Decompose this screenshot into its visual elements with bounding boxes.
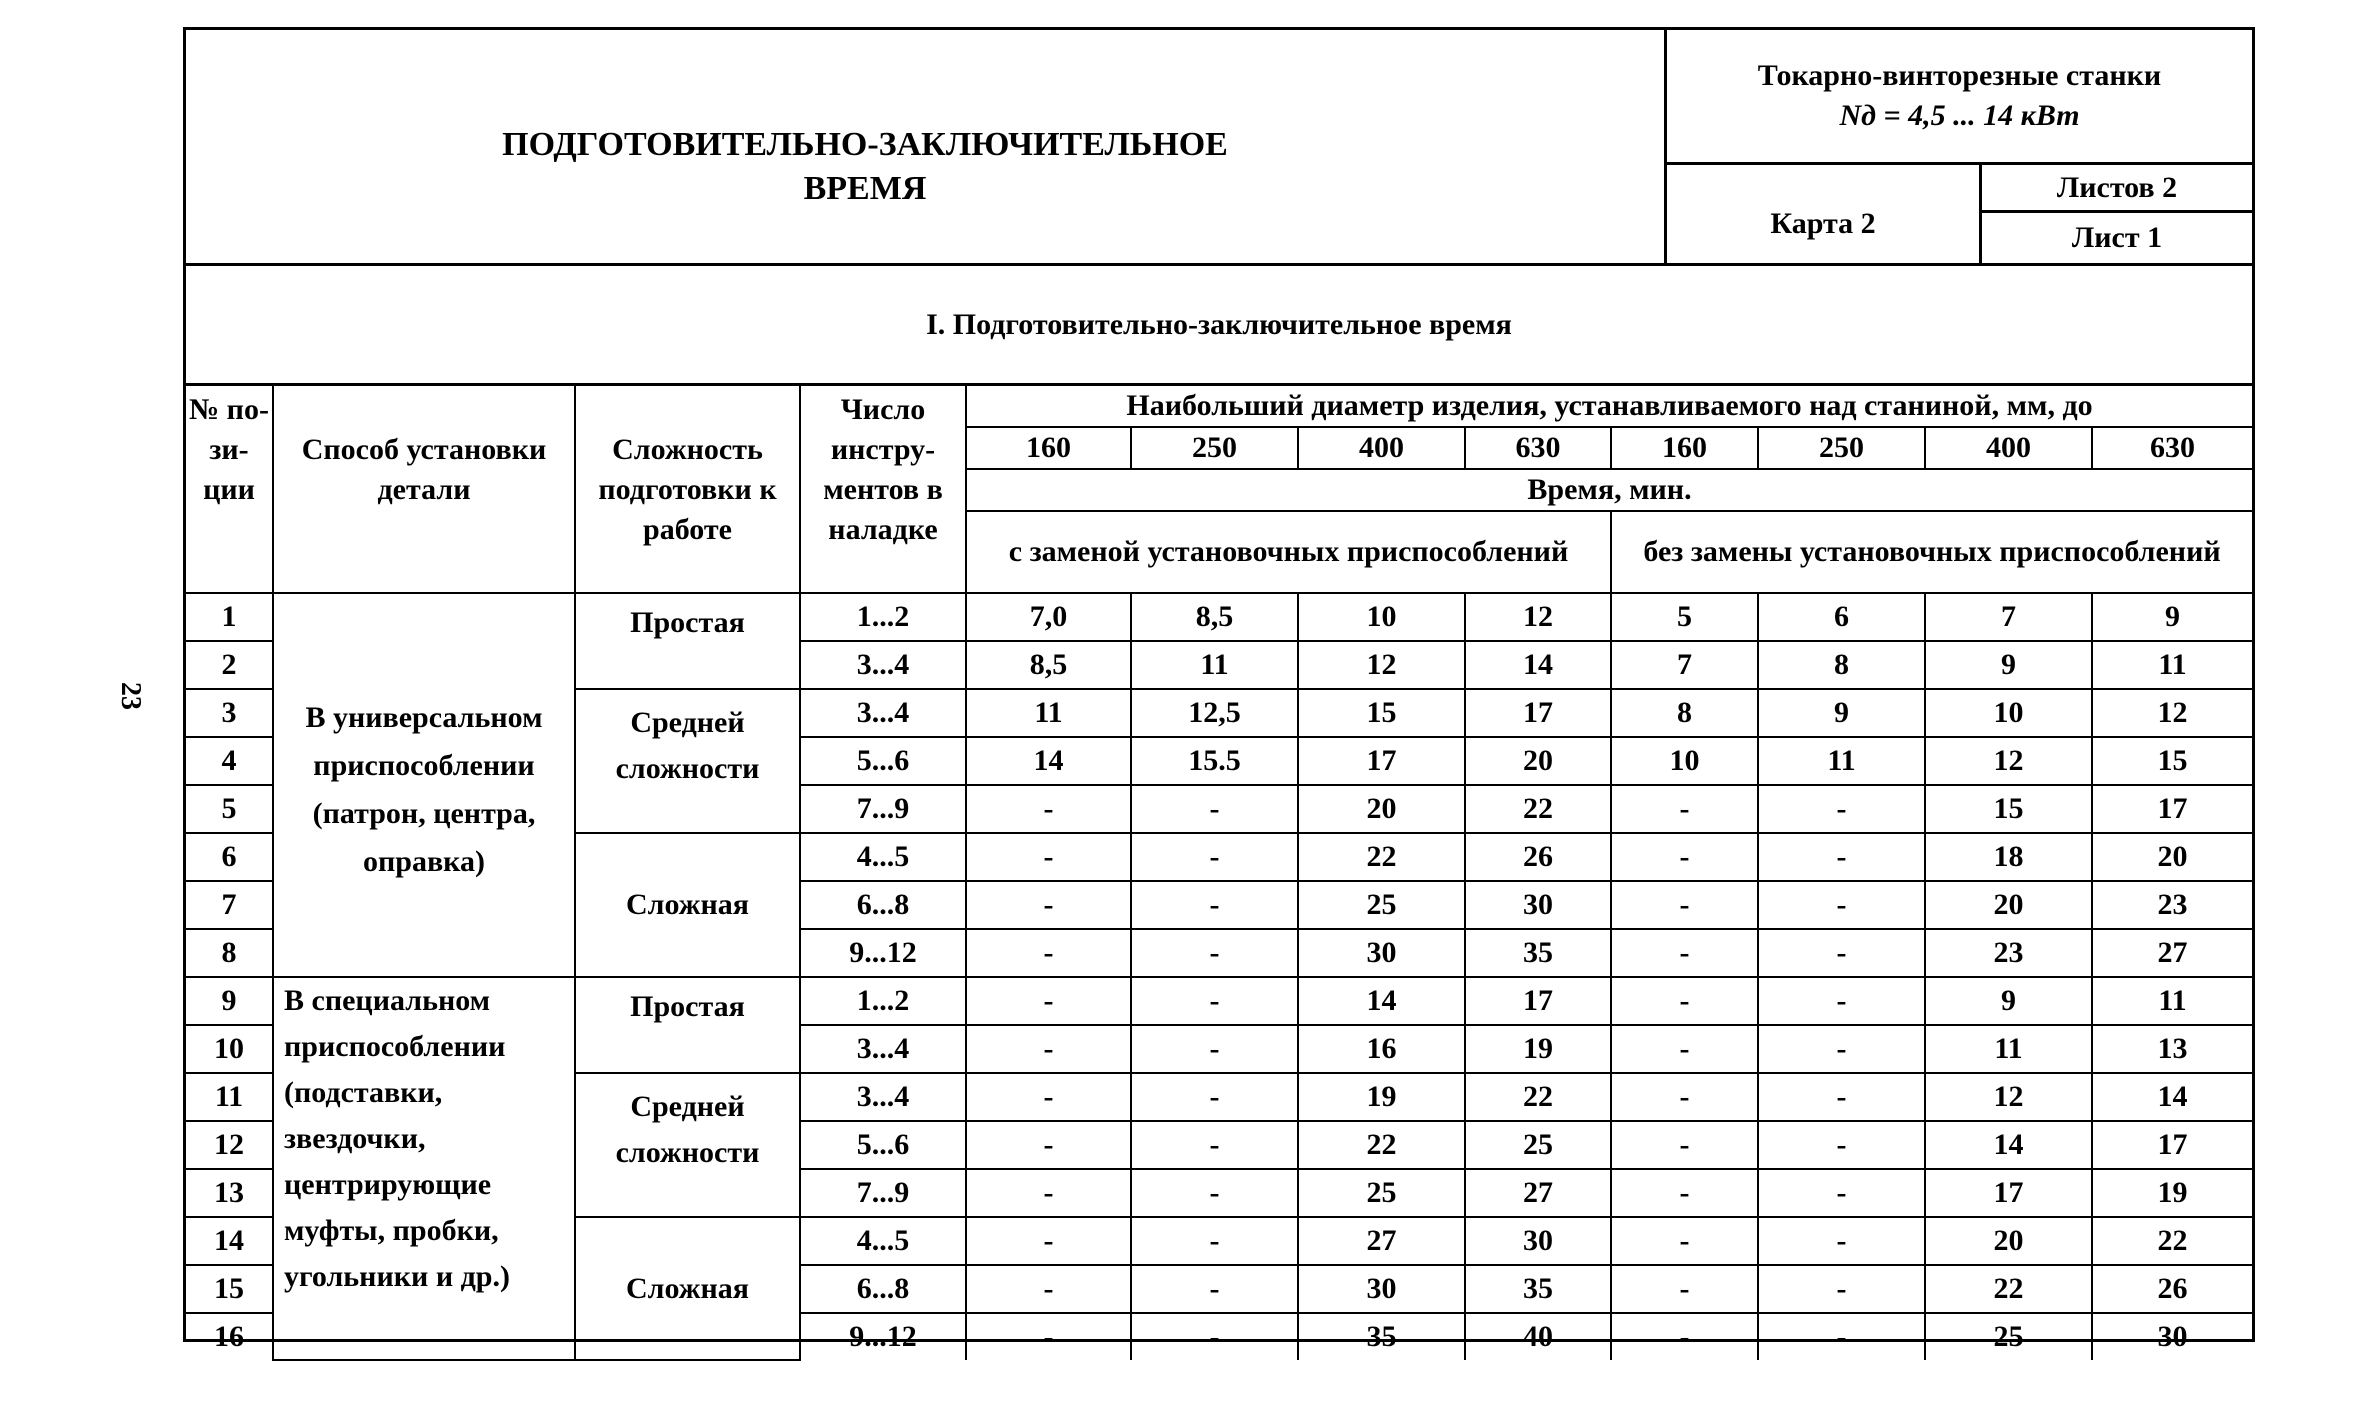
time-value: - bbox=[1131, 1025, 1298, 1073]
time-value: 19 bbox=[1465, 1025, 1611, 1073]
time-value: 22 bbox=[1298, 833, 1465, 881]
page-number: 23 bbox=[115, 682, 146, 710]
time-value: 15 bbox=[1298, 689, 1465, 737]
time-value: - bbox=[1758, 1073, 1925, 1121]
position-number: 2 bbox=[186, 641, 273, 689]
col-header-tools: Число инстру-ментов в наладке bbox=[800, 386, 966, 593]
position-number: 4 bbox=[186, 737, 273, 785]
group-without-replacement: без замены установочных приспособлений bbox=[1611, 511, 2252, 593]
position-number: 3 bbox=[186, 689, 273, 737]
col-header-method: Способ установки детали bbox=[273, 386, 575, 593]
position-number: 13 bbox=[186, 1169, 273, 1217]
time-value: - bbox=[966, 785, 1131, 833]
time-value: - bbox=[1758, 1313, 1925, 1360]
time-value: 11 bbox=[1925, 1025, 2092, 1073]
time-value: - bbox=[1131, 977, 1298, 1025]
time-value: 25 bbox=[1298, 1169, 1465, 1217]
time-value: 23 bbox=[1925, 929, 2092, 977]
time-value: 12,5 bbox=[1131, 689, 1298, 737]
time-value: - bbox=[1131, 833, 1298, 881]
complexity-cell-simple: Простая bbox=[575, 593, 800, 689]
time-value: - bbox=[1611, 881, 1758, 929]
diameter-header-cell: 250 bbox=[1758, 427, 1925, 469]
position-number: 10 bbox=[186, 1025, 273, 1073]
time-value: - bbox=[1611, 1265, 1758, 1313]
col-header-position: № по-зи-ции bbox=[186, 386, 273, 593]
time-value: 12 bbox=[1298, 641, 1465, 689]
time-value: 17 bbox=[1465, 977, 1611, 1025]
time-value: 11 bbox=[2092, 641, 2252, 689]
tools-count: 7...9 bbox=[800, 1169, 966, 1217]
diameter-header-cell: 630 bbox=[1465, 427, 1611, 469]
time-value: - bbox=[1131, 1313, 1298, 1360]
time-value: - bbox=[1611, 1313, 1758, 1360]
tools-count: 1...2 bbox=[800, 593, 966, 641]
method-cell-special: В специальном приспособлении (подставки, звездочки, центрирующие муфты, пробки, угольники и др.) bbox=[273, 977, 575, 1360]
time-value: 22 bbox=[2092, 1217, 2252, 1265]
tools-count: 6...8 bbox=[800, 881, 966, 929]
complexity-cell-complex: Сложная bbox=[575, 1217, 800, 1360]
card-title-line1: ПОДГОТОВИТЕЛЬНО-ЗАКЛЮЧИТЕЛЬНОЕ bbox=[502, 125, 1228, 163]
time-value: 9 bbox=[1925, 977, 2092, 1025]
time-value: 22 bbox=[1465, 1073, 1611, 1121]
time-value: 22 bbox=[1298, 1121, 1465, 1169]
time-value: - bbox=[1131, 1217, 1298, 1265]
position-number: 11 bbox=[186, 1073, 273, 1121]
time-value: 25 bbox=[1298, 881, 1465, 929]
tools-count: 6...8 bbox=[800, 1265, 966, 1313]
time-value: 35 bbox=[1465, 929, 1611, 977]
card-header bbox=[186, 30, 2252, 266]
time-value: 27 bbox=[2092, 929, 2252, 977]
time-value: 13 bbox=[2092, 1025, 2252, 1073]
time-value: 22 bbox=[1465, 785, 1611, 833]
time-value: 19 bbox=[1298, 1073, 1465, 1121]
tools-count: 5...6 bbox=[800, 1121, 966, 1169]
time-value: 20 bbox=[1925, 1217, 2092, 1265]
time-value: 25 bbox=[1465, 1121, 1611, 1169]
time-value: 8 bbox=[1611, 689, 1758, 737]
time-value: 22 bbox=[1925, 1265, 2092, 1313]
machine-type bbox=[1667, 30, 2252, 165]
time-value: 15 bbox=[2092, 737, 2252, 785]
tools-count: 3...4 bbox=[800, 689, 966, 737]
time-value: 14 bbox=[1465, 641, 1611, 689]
time-value: - bbox=[1611, 1217, 1758, 1265]
time-value: 25 bbox=[1925, 1313, 2092, 1360]
time-value: 19 bbox=[2092, 1169, 2252, 1217]
time-value: 12 bbox=[2092, 689, 2252, 737]
tools-count: 3...4 bbox=[800, 1073, 966, 1121]
time-value: 8,5 bbox=[1131, 593, 1298, 641]
col-header-diameter: Наибольший диаметр изделия, устанавливаемого над станиной, мм, до bbox=[966, 386, 2252, 427]
position-number: 9 bbox=[186, 977, 273, 1025]
time-value: - bbox=[1131, 1121, 1298, 1169]
tools-count: 3...4 bbox=[800, 1025, 966, 1073]
time-value: - bbox=[966, 929, 1131, 977]
card-title-line2: ВРЕМЯ bbox=[803, 169, 927, 207]
time-value: - bbox=[966, 833, 1131, 881]
tools-count: 9...12 bbox=[800, 1313, 966, 1360]
time-value: 16 bbox=[1298, 1025, 1465, 1073]
section-title: I. Подготовительно-заключительное время bbox=[186, 266, 2252, 386]
time-value: 17 bbox=[1465, 689, 1611, 737]
time-value: 17 bbox=[2092, 1121, 2252, 1169]
time-value: 5 bbox=[1611, 593, 1758, 641]
time-value: - bbox=[1131, 1073, 1298, 1121]
time-value: - bbox=[1611, 785, 1758, 833]
time-value: 14 bbox=[966, 737, 1131, 785]
time-value: - bbox=[1758, 1265, 1925, 1313]
time-value: - bbox=[966, 1073, 1131, 1121]
card-title bbox=[186, 30, 1667, 263]
time-value: 35 bbox=[1465, 1265, 1611, 1313]
time-value: 20 bbox=[1925, 881, 2092, 929]
time-value: - bbox=[1611, 977, 1758, 1025]
time-value: - bbox=[966, 977, 1131, 1025]
time-value: 14 bbox=[1925, 1121, 2092, 1169]
complexity-cell-simple: Простая bbox=[575, 977, 800, 1073]
time-value: - bbox=[1758, 929, 1925, 977]
col-header-time: Время, мин. bbox=[966, 469, 2252, 511]
time-value: 9 bbox=[1758, 689, 1925, 737]
time-value: 7,0 bbox=[966, 593, 1131, 641]
time-value: 30 bbox=[1465, 1217, 1611, 1265]
tools-count: 9...12 bbox=[800, 929, 966, 977]
time-value: 40 bbox=[1465, 1313, 1611, 1360]
time-value: 20 bbox=[1465, 737, 1611, 785]
time-value: 17 bbox=[1925, 1169, 2092, 1217]
machine-power: Nд = 4,5 ... 14 кВт bbox=[1839, 99, 2080, 132]
time-value: - bbox=[1758, 1025, 1925, 1073]
sheets-total: Листов 2 bbox=[1982, 165, 2252, 213]
diameter-header-cell: 160 bbox=[966, 427, 1131, 469]
diameter-header-cell: 630 bbox=[2092, 427, 2252, 469]
time-value: 11 bbox=[1758, 737, 1925, 785]
time-value: 9 bbox=[2092, 593, 2252, 641]
time-value: - bbox=[1611, 1025, 1758, 1073]
time-value: - bbox=[1611, 1169, 1758, 1217]
complexity-cell-medium: Средней сложности bbox=[575, 689, 800, 833]
time-value: 11 bbox=[2092, 977, 2252, 1025]
time-value: 15 bbox=[1925, 785, 2092, 833]
time-value: 20 bbox=[1298, 785, 1465, 833]
position-number: 16 bbox=[186, 1313, 273, 1360]
method-cell-universal: В универсальном приспособлении (патрон, центра, оправка) bbox=[273, 593, 575, 977]
group-with-replacement: с заменой установочных приспособлений bbox=[966, 511, 1611, 593]
time-value: 17 bbox=[2092, 785, 2252, 833]
time-value: 10 bbox=[1298, 593, 1465, 641]
time-value: 26 bbox=[1465, 833, 1611, 881]
time-value: 8,5 bbox=[966, 641, 1131, 689]
time-value: - bbox=[1131, 1169, 1298, 1217]
time-value: - bbox=[1131, 881, 1298, 929]
position-number: 15 bbox=[186, 1265, 273, 1313]
time-value: 26 bbox=[2092, 1265, 2252, 1313]
time-value: 17 bbox=[1298, 737, 1465, 785]
time-value: 14 bbox=[2092, 1073, 2252, 1121]
col-header-complexity: Сложность подготовки к работе bbox=[575, 386, 800, 593]
time-value: 27 bbox=[1465, 1169, 1611, 1217]
time-value: 12 bbox=[1465, 593, 1611, 641]
tools-count: 7...9 bbox=[800, 785, 966, 833]
table-row bbox=[186, 977, 2252, 1025]
time-value: - bbox=[966, 881, 1131, 929]
time-value: 18 bbox=[1925, 833, 2092, 881]
time-value: 8 bbox=[1758, 641, 1925, 689]
time-value: 30 bbox=[1465, 881, 1611, 929]
time-value: 14 bbox=[1298, 977, 1465, 1025]
time-value: 27 bbox=[1298, 1217, 1465, 1265]
position-number: 6 bbox=[186, 833, 273, 881]
time-value: - bbox=[966, 1217, 1131, 1265]
time-value: - bbox=[1758, 1217, 1925, 1265]
diameter-header-cell: 400 bbox=[1298, 427, 1465, 469]
norm-table bbox=[186, 386, 2252, 1361]
complexity-cell-complex: Сложная bbox=[575, 833, 800, 977]
time-value: 35 bbox=[1298, 1313, 1465, 1360]
time-value: - bbox=[1758, 1121, 1925, 1169]
tools-count: 4...5 bbox=[800, 833, 966, 881]
table-row bbox=[186, 593, 2252, 641]
position-number: 12 bbox=[186, 1121, 273, 1169]
position-number: 8 bbox=[186, 929, 273, 977]
time-value: - bbox=[966, 1313, 1131, 1360]
tools-count: 5...6 bbox=[800, 737, 966, 785]
time-value: 23 bbox=[2092, 881, 2252, 929]
position-number: 5 bbox=[186, 785, 273, 833]
time-value: - bbox=[1758, 785, 1925, 833]
time-value: 12 bbox=[1925, 1073, 2092, 1121]
time-value: 30 bbox=[2092, 1313, 2252, 1360]
time-value: 12 bbox=[1925, 737, 2092, 785]
time-value: 6 bbox=[1758, 593, 1925, 641]
time-value: 11 bbox=[1131, 641, 1298, 689]
time-value: 30 bbox=[1298, 929, 1465, 977]
position-number: 7 bbox=[186, 881, 273, 929]
time-value: 10 bbox=[1925, 689, 2092, 737]
diameter-header-cell: 250 bbox=[1131, 427, 1298, 469]
time-value: - bbox=[966, 1265, 1131, 1313]
diameter-header-cell: 400 bbox=[1925, 427, 2092, 469]
tools-count: 1...2 bbox=[800, 977, 966, 1025]
time-value: 20 bbox=[2092, 833, 2252, 881]
time-value: 9 bbox=[1925, 641, 2092, 689]
time-value: - bbox=[1611, 1073, 1758, 1121]
time-value: - bbox=[1611, 929, 1758, 977]
time-value: 7 bbox=[1925, 593, 2092, 641]
time-value: 11 bbox=[966, 689, 1131, 737]
position-number: 14 bbox=[186, 1217, 273, 1265]
machine-type-line1: Токарно-винторезные станки bbox=[1757, 59, 2162, 92]
time-value: - bbox=[966, 1025, 1131, 1073]
position-number: 1 bbox=[186, 593, 273, 641]
card-number: Карта 2 bbox=[1667, 165, 1982, 263]
norm-card bbox=[183, 27, 2255, 1353]
time-value: - bbox=[1131, 1265, 1298, 1313]
tools-count: 4...5 bbox=[800, 1217, 966, 1265]
time-value: - bbox=[1611, 833, 1758, 881]
time-value: 15.5 bbox=[1131, 737, 1298, 785]
time-value: - bbox=[1758, 881, 1925, 929]
time-value: 30 bbox=[1298, 1265, 1465, 1313]
tools-count: 3...4 bbox=[800, 641, 966, 689]
time-value: - bbox=[1131, 929, 1298, 977]
time-value: 7 bbox=[1611, 641, 1758, 689]
time-value: - bbox=[1131, 785, 1298, 833]
time-value: - bbox=[966, 1169, 1131, 1217]
complexity-cell-medium: Средней сложности bbox=[575, 1073, 800, 1217]
sheet-number: Лист 1 bbox=[2071, 221, 2163, 254]
time-value: - bbox=[1758, 977, 1925, 1025]
time-value: - bbox=[1611, 1121, 1758, 1169]
time-value: - bbox=[966, 1121, 1131, 1169]
time-value: - bbox=[1758, 1169, 1925, 1217]
time-value: - bbox=[1758, 833, 1925, 881]
diameter-header-cell: 160 bbox=[1611, 427, 1758, 469]
time-value: 10 bbox=[1611, 737, 1758, 785]
